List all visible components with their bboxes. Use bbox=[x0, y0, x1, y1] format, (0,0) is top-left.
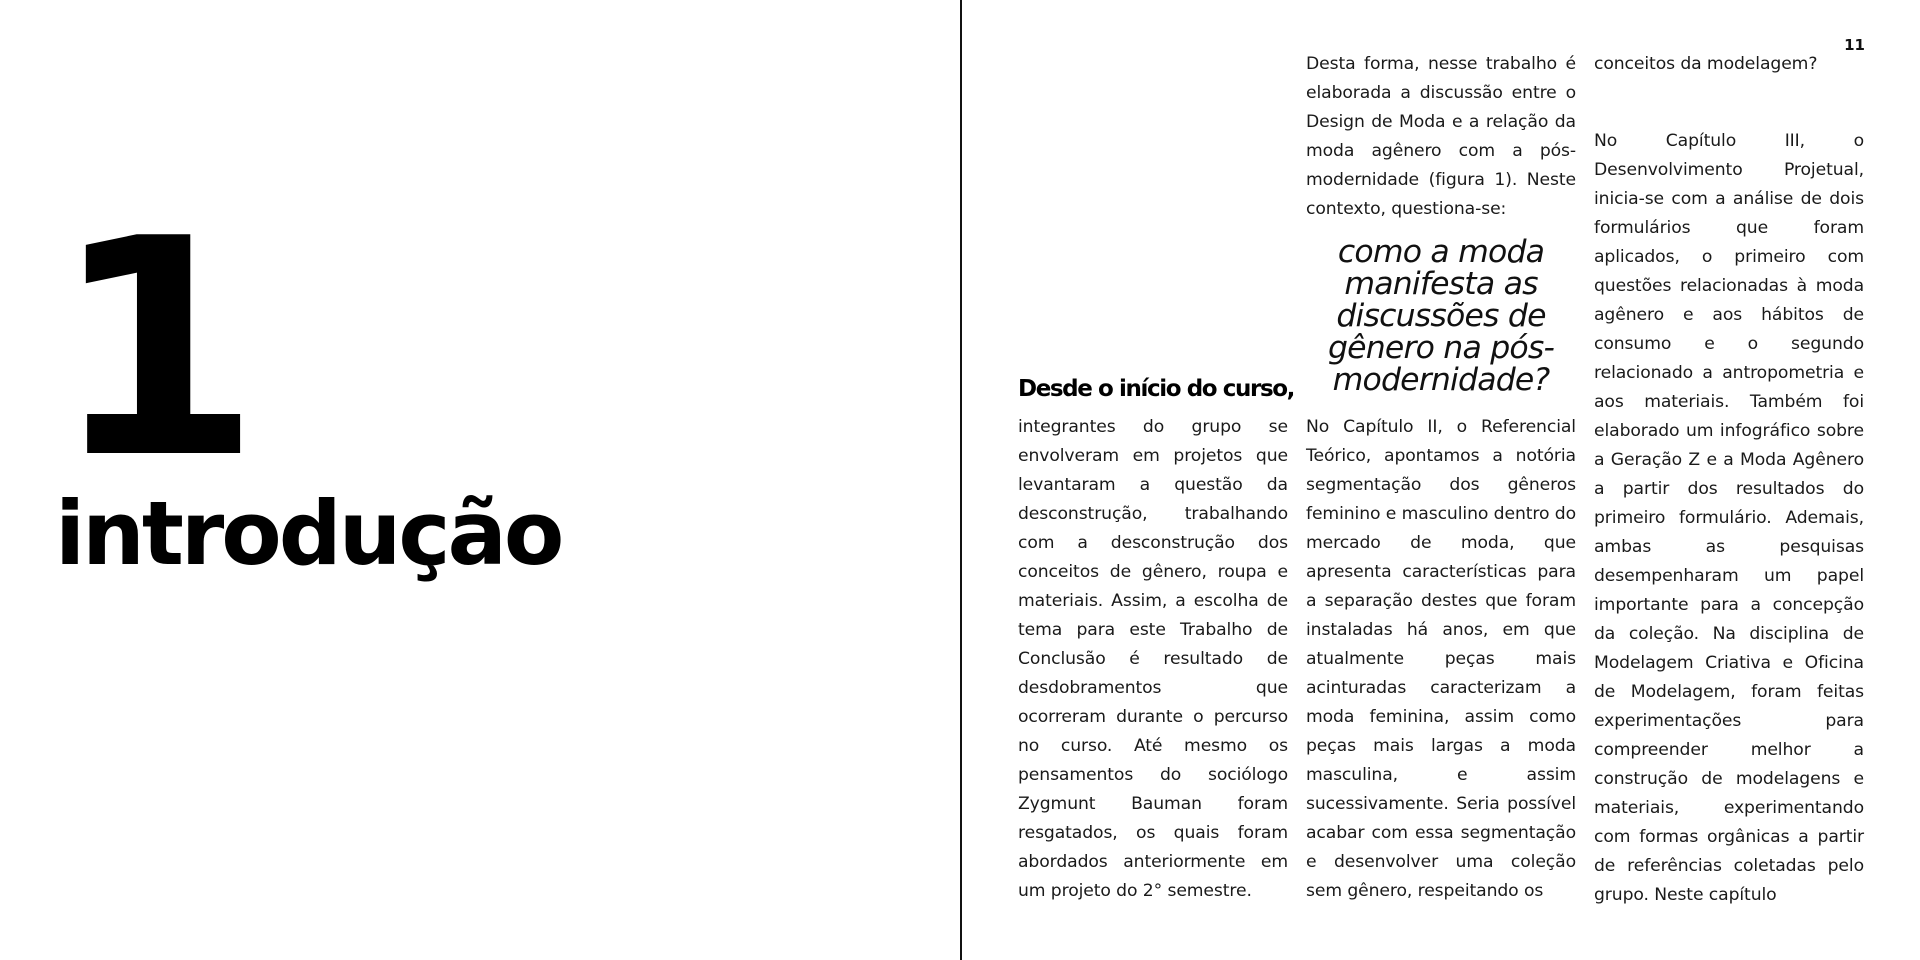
pull-quote: como a moda manifesta as discussões de gênero na pós-modernidade? bbox=[1327, 234, 1555, 398]
paragraph: No Capítulo III, o Desenvolvimento Projetual, inicia-se com a análise de dois formulários que foram aplicados, o primeiro com questões relacionadas à moda agênero e aos hábitos de consumo e o segundo relacionado a antropometria e aos materiais. Também foi elaborado um infográfico sobre a Geração Z e a Moda Agênero a partir dos resultados do primeiro formulário. Ademais, ambas as pesquisas desempenharam um papel importante para a concepção da coleção. Na disciplina de Modelagem Criativa e Oficina de Modelagem, foram feitas experimentações para compreender melhor a construção de modelagens e materiais, experimentando com formas orgânicas a partir de referências coletadas pelo grupo. Neste capítulo bbox=[1594, 131, 1864, 905]
body-column-2-bottom bbox=[1306, 413, 1576, 906]
chapter-number: 1 bbox=[52, 175, 251, 524]
body-column-3-bottom bbox=[1594, 127, 1864, 910]
body-column-1 bbox=[1018, 413, 1288, 906]
page-divider bbox=[960, 0, 962, 960]
page-number: 11 bbox=[1844, 36, 1865, 54]
chapter-title: introdução bbox=[55, 482, 562, 585]
paragraph: Desta forma, nesse trabalho é elaborada a discussão entre o Design de Moda e a relação da moda agênero com a pós-modernidade (figura 1). Neste contexto, questiona-se: bbox=[1306, 54, 1576, 219]
body-column-3-top bbox=[1594, 50, 1864, 79]
paragraph: integrantes do grupo se envolveram em projetos que levantaram a questão da desconstrução, trabalhando com a desconstrução dos conceitos de gênero, roupa e materiais. Assim, a escolha de tema para este Trabalho de Conclusão é resultado de desdobramentos que ocorreram durante o percurso no curso. Até mesmo os pensamentos do sociólogo Zygmunt Bauman foram resgatados, os quais foram abordados anteriormente em um projeto do 2° semestre. bbox=[1018, 417, 1288, 901]
body-column-2-top bbox=[1306, 50, 1576, 224]
paragraph: conceitos da modelagem? bbox=[1594, 54, 1818, 74]
paragraph: No Capítulo II, o Referencial Teórico, apontamos a notória segmentação dos gêneros feminino e masculino dentro do mercado de moda, que apresenta características para a separação destes que foram instaladas há anos, em que atualmente peças mais acinturadas caracterizam a moda feminina, assim como peças mais largas a moda masculina, e assim sucessivamente. Seria possível acabar com essa segmentação e desenvolver uma coleção sem gênero, respeitando os bbox=[1306, 417, 1576, 901]
lead-heading: Desde o início do curso, bbox=[1018, 376, 1294, 402]
